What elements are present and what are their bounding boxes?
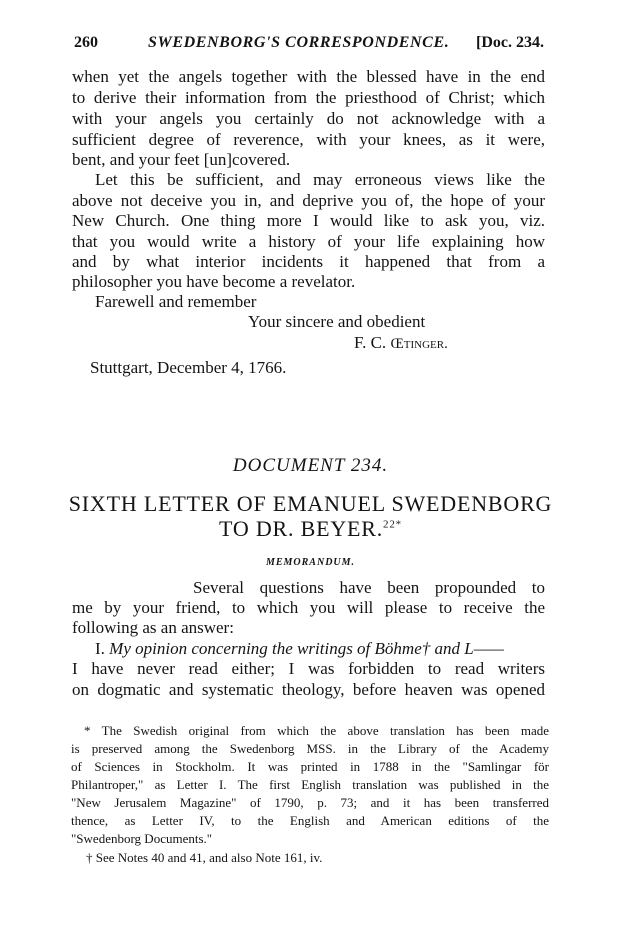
text-line: Let this be sufficient, and may erroneous views like the [95,170,545,189]
text-line: and by what interior incidents it happened that from a [72,252,545,271]
letter-title [0,516,621,542]
text-line: when yet the angels together with the blessed have in the end [72,67,545,86]
text-line: above not deceive you in, and deprive you of, the hope of your [72,191,545,210]
letter-title: SIXTH LETTER OF EMANUEL SWEDENBORG [68,491,553,516]
letter-title-line2: TO DR. BEYER. [219,516,384,541]
place-date-line: Stuttgart, December 4, 1766. [90,358,287,377]
dagger-footnote: † See Notes 40 and 41, and also Note 161, iv. [86,850,323,865]
footnote-line: thence, as Letter IV, to the English and American editions of the [71,813,549,828]
item-heading-line [95,639,504,659]
signature-name: Œtinger. [390,336,448,352]
text-line: with your angels you certainly do not acknowledge with a [72,109,545,128]
text-line: New Church. One thing more I would like to ask you, viz. [72,211,545,230]
footnote-line: "New Jerusalem Magazine" of 1790, p. 73; and it has been transferred [71,795,549,810]
document-reference: [Doc. 234. [476,34,544,51]
running-title: SWEDENBORG'S CORRESPONDENCE. [148,34,450,51]
document-heading: DOCUMENT 234. [232,455,389,476]
text-line: Several questions have been propounded to [193,578,545,597]
footnote-line: "Swedenborg Documents." [71,831,213,846]
footnote-line: Philantroper," as Letter I. The first English translation was published in the [71,777,549,792]
text-line: on dogmatic and systematic theology, before heaven was opened [72,680,545,699]
text-line: I have never read either; I was forbidden to read writers [72,659,545,678]
text-line: to derive their information from the priesthood of Christ; which [72,88,545,107]
text-line: philosopher you have become a revelator. [72,272,356,291]
farewell-line: Farewell and remember [95,292,257,311]
item-heading: My opinion concerning the writings of Böhme† and L—— [109,639,504,658]
closing-line: Your sincere and obedient [248,312,426,331]
item-number: I. [95,639,105,658]
title-footnote-markers: 22* [383,518,402,531]
text-line: me by your friend, to which you will please to receive the [72,598,545,617]
signature [354,333,448,354]
footnote-line: of Sciences in Stockholm. It was printed in 1788 in the "Samlingar för [71,759,549,774]
footnote-line: * The Swedish original from which the above translation has been made [84,723,549,738]
page-number: 260 [74,34,98,51]
text-line: following as an answer: [72,618,234,637]
text-line: bent, and your feet [un]covered. [72,150,291,169]
text-line: sufficient degree of reverence, with your knees, as it were, [72,130,545,149]
footnote-line: is preserved among the Swedenborg MSS. in the Library of the Academy [71,741,549,756]
text-line: that you would write a history of your life explaining how [72,232,545,251]
signature-initials: F. C. [354,333,387,352]
memorandum-label: MEMORANDUM. [265,557,356,568]
